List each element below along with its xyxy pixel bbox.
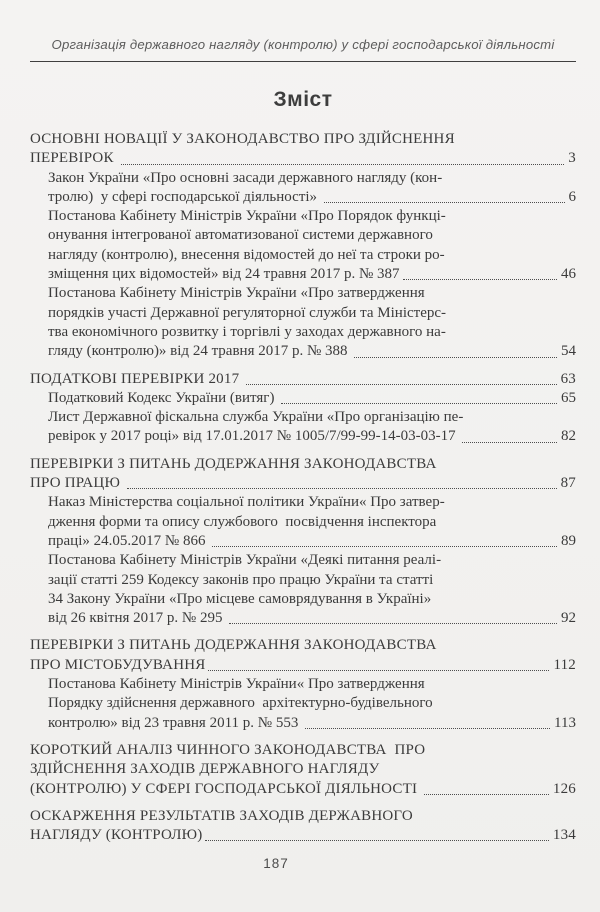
toc-entry-line-last	[30, 149, 576, 168]
toc-entry-page-number: 6	[568, 188, 576, 205]
toc-entry-text: ПРО ПРАЦЮ	[30, 475, 125, 492]
toc-entry	[30, 284, 576, 361]
toc-entry-text: від 26 квітня 2017 р. № 295	[48, 610, 227, 627]
toc-entry	[30, 408, 576, 447]
toc-entry-line: нагляду (контролю), внесення відомостей до неї та строки ро-	[48, 246, 445, 263]
toc-entry-page-number: 134	[552, 827, 576, 844]
dot-leader	[424, 794, 549, 795]
toc-entry-line: Закон України «Про основні засади державного нагляду (кон-	[48, 169, 443, 186]
dot-leader	[403, 279, 557, 280]
toc-entry-text: НАГЛЯДУ (КОНТРОЛЮ)	[30, 827, 203, 844]
toc-entry-text: ПОДАТКОВІ ПЕРЕВІРКИ 2017	[30, 370, 244, 387]
toc-entry-line: Лист Державної фіскальна служба України «Про організацію пе-	[48, 409, 464, 426]
toc-entry-line-last	[48, 389, 576, 408]
toc-entry-line: Постанова Кабінету Міністрів України «Про Порядок функці-	[48, 208, 446, 225]
toc-entry-line: порядків участі Державної регуляторної служби та Міністерс-	[48, 304, 447, 321]
toc-entry-line: ОСКАРЖЕННЯ РЕЗУЛЬТАТІВ ЗАХОДІВ ДЕРЖАВНОГО	[30, 807, 413, 824]
toc-entry	[30, 807, 576, 846]
dot-leader	[354, 357, 557, 358]
dot-leader	[121, 164, 565, 165]
toc-entry-line-last	[48, 532, 576, 551]
running-header	[30, 36, 576, 62]
toc-entry-line: Постанова Кабінету Міністрів України« Про затвердження	[48, 676, 425, 693]
dot-leader	[305, 728, 550, 729]
toc-entry-line-last	[30, 474, 576, 493]
toc-entry-line-last	[48, 427, 576, 446]
page-number: 187	[263, 856, 289, 871]
toc-entry-line: Порядку здійснення державного архітектурно-будівельного	[48, 695, 433, 712]
dot-leader	[246, 384, 556, 385]
toc-entry-line: ОСНОВНІ НОВАЦІЇ У ЗАКОНОДАВСТВО ПРО ЗДІЙСНЕННЯ	[30, 131, 455, 147]
toc-entry-page-number: 54	[561, 343, 576, 360]
toc-entry-line-last	[48, 714, 576, 733]
toc-entry-line: ПЕРЕВІРКИ З ПИТАНЬ ДОДЕРЖАННЯ ЗАКОНОДАВСТВА	[30, 637, 437, 654]
toc-entry-page-number: 113	[554, 714, 576, 731]
toc-entry-page-number: 92	[561, 610, 576, 627]
toc-entry-line: ЗДІЙСНЕННЯ ЗАХОДІВ ДЕРЖАВНОГО НАГЛЯДУ	[30, 761, 380, 778]
toc-entry-page-number: 112	[553, 656, 576, 673]
toc-entry-line: Постанова Кабінету Міністрів України «Деякі питання реалі-	[48, 552, 442, 569]
toc-entry-text: ревірок у 2017 році» від 17.01.2017 № 1005/7/99-99-14-03-03-17	[48, 428, 460, 445]
dot-leader	[281, 403, 557, 404]
toc-entry-line: КОРОТКИЙ АНАЛІЗ ЧИННОГО ЗАКОНОДАВСТВА ПРО	[30, 741, 426, 758]
toc-entry	[30, 551, 576, 628]
toc-entry	[30, 455, 576, 494]
toc-entry-line-last	[30, 826, 576, 845]
toc-entry-page-number: 82	[561, 428, 576, 445]
toc-entry-page-number: 63	[560, 370, 576, 387]
toc-entry	[30, 389, 576, 408]
dot-leader	[212, 546, 557, 547]
toc-entry-page-number: 126	[552, 780, 576, 797]
toc-entry-text: ПРО МІСТОБУДУВАННЯ	[30, 656, 206, 673]
toc-entry-line: онування інтегрованої автоматизованої системи державного	[48, 227, 433, 244]
dot-leader	[324, 202, 565, 203]
toc-entry-line: дження форми та опису службового посвідчення інспектора	[48, 513, 437, 530]
toc-entry-line-last	[48, 609, 576, 628]
dot-leader	[462, 442, 557, 443]
toc-entry-text: зміщення цих відомостей» від 24 травня 2017 р. № 387	[48, 266, 400, 283]
toc-entry	[30, 130, 576, 169]
toc-entry-page-number: 89	[561, 532, 576, 549]
toc-entry	[30, 636, 576, 675]
toc-entry-line: 34 Закону України «Про місцеве самоврядування в Україні»	[48, 590, 432, 607]
dot-leader	[127, 488, 557, 489]
toc-entry	[30, 169, 576, 208]
toc-entry-line-last	[48, 265, 576, 284]
toc-entry-line: Постанова Кабінету Міністрів України «Про затвердження	[48, 285, 425, 302]
toc-entry-text: ПЕРЕВІРОК	[30, 150, 118, 167]
toc-entry	[30, 207, 576, 284]
toc-entry-line-last	[48, 342, 576, 361]
page-title: Зміст	[273, 88, 333, 111]
toc-entry-page-number: 65	[561, 389, 576, 406]
toc-entry-page-number: 46	[561, 266, 576, 283]
toc-entry-text: Податковий Кодекс України (витяг)	[48, 389, 279, 406]
toc-entry-text: (КОНТРОЛЮ) У СФЕРІ ГОСПОДАРСЬКОЇ ДІЯЛЬНОСТІ	[30, 780, 422, 797]
toc-entry-text: гляду (контролю)» від 24 травня 2017 р. № 388	[48, 343, 352, 360]
toc-entry	[30, 370, 576, 389]
toc-entry-text: праці» 24.05.2017 № 866	[48, 532, 210, 549]
table-of-contents	[30, 130, 576, 845]
toc-entry-page-number: 3	[568, 150, 576, 167]
toc-entry-line-last	[30, 780, 576, 799]
toc-entry	[30, 675, 576, 733]
toc-entry-line: зації статті 259 Кодексу законів про працю України та статті	[48, 571, 434, 588]
toc-entry	[30, 493, 576, 551]
toc-entry-text: тролю) у сфері господарської діяльності»	[48, 188, 321, 205]
toc-entry-line-last	[48, 188, 576, 207]
dot-leader	[205, 840, 548, 841]
toc-entry-line: ПЕРЕВІРКИ З ПИТАНЬ ДОДЕРЖАННЯ ЗАКОНОДАВСТВА	[30, 455, 437, 472]
toc-entry-line-last	[30, 656, 576, 675]
running-header-text: Організація державного нагляду (контролю) у сфері господарської діяльності	[51, 37, 555, 52]
dot-leader	[208, 670, 549, 671]
dot-leader	[229, 623, 557, 624]
toc-entry-line: Наказ Міністерства соціальної політики України« Про затвер-	[48, 494, 445, 511]
toc-entry-line-last	[30, 370, 576, 389]
toc-entry	[30, 741, 576, 799]
toc-entry-line: тва економічного розвитку і торгівлі у заходах державного на-	[48, 323, 446, 340]
toc-entry-text: контролю» від 23 травня 2011 р. № 553	[48, 714, 303, 731]
toc-entry-page-number: 87	[560, 475, 576, 492]
